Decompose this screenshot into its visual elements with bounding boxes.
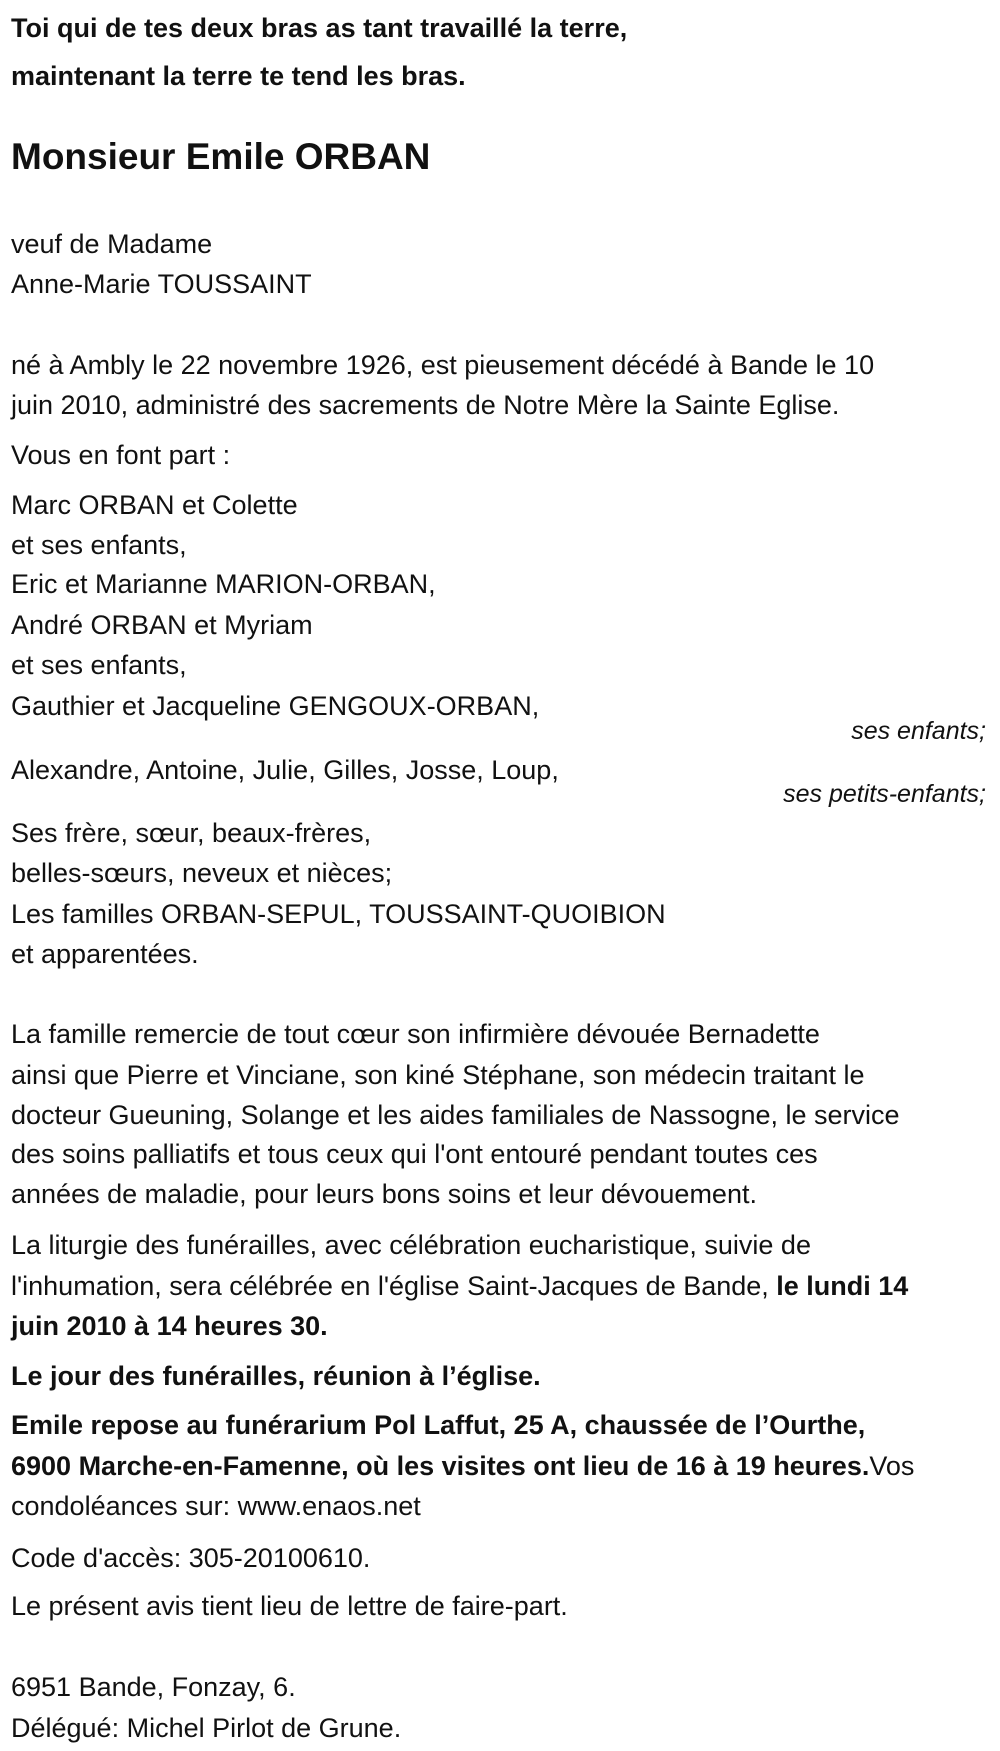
meeting: Le jour des funérailles, réunion à l’église.	[11, 1361, 541, 1391]
children-line: André ORBAN et Myriam	[11, 610, 313, 640]
delegate: Délégué: Michel Pirlot de Grune.	[11, 1713, 402, 1743]
thanks-line: La famille remercie de tout cœur son infirmière dévouée Bernadette	[11, 1019, 820, 1049]
epigraph-line: maintenant la terre te tend les bras.	[11, 61, 466, 91]
address: 6951 Bande, Fonzay, 6.	[11, 1672, 296, 1702]
liturgy-line	[11, 1269, 908, 1303]
children-line: Eric et Marianne MARION-ORBAN,	[11, 569, 436, 599]
thanks-line: docteur Gueuning, Solange et les aides familiales de Nassogne, le service	[11, 1100, 900, 1130]
access-code: Code d'accès: 305-20100610.	[11, 1543, 371, 1573]
announce: Vous en font part :	[11, 440, 231, 470]
children-line: Marc ORBAN et Colette	[11, 490, 298, 520]
notice: Le présent avis tient lieu de lettre de faire-part.	[11, 1591, 568, 1621]
rest-line	[11, 1449, 914, 1483]
relatives-line: Les familles ORBAN-SEPUL, TOUSSAINT-QUOIBION	[11, 899, 666, 929]
children-line: et ses enfants,	[11, 650, 187, 680]
children-label: ses enfants;	[851, 717, 986, 745]
epigraph-line: Toi qui de tes deux bras as tant travaillé la terre,	[11, 13, 628, 43]
liturgy-date-line: juin 2010 à 14 heures 30.	[11, 1311, 328, 1341]
widow-line: Anne-Marie TOUSSAINT	[11, 269, 312, 299]
thanks-line: ainsi que Pierre et Vinciane, son kiné Stéphane, son médecin traitant le	[11, 1060, 865, 1090]
relatives-line: et apparentées.	[11, 939, 199, 969]
thanks-line: années de maladie, pour leurs bons soins et leur dévouement.	[11, 1179, 757, 1209]
birth-death-line: juin 2010, administré des sacrements de Notre Mère la Sainte Eglise.	[11, 390, 840, 420]
condolences-line: condoléances sur: www.enaos.net	[11, 1491, 421, 1521]
relatives-line: belles-sœurs, neveux et nièces;	[11, 858, 393, 888]
children-line: et ses enfants,	[11, 530, 187, 560]
rest-text: Vos	[869, 1451, 915, 1481]
relatives-line: Ses frère, sœur, beaux-frères,	[11, 818, 372, 848]
grandchildren: Alexandre, Antoine, Julie, Gilles, Josse, Loup,	[11, 755, 559, 785]
rest-visits: 6900 Marche-en-Famenne, où les visites ont lieu de 16 à 19 heures.	[11, 1451, 870, 1481]
thanks-line: des soins palliatifs et tous ceux qui l'ont entouré pendant toutes ces	[11, 1139, 818, 1169]
page-title: Monsieur Emile ORBAN	[11, 136, 431, 177]
rest-line: Emile repose au funérarium Pol Laffut, 25 A, chaussée de l’Ourthe,	[11, 1410, 866, 1440]
liturgy-line: La liturgie des funérailles, avec célébration eucharistique, suivie de	[11, 1230, 811, 1260]
liturgy-date: le lundi 14	[776, 1271, 909, 1301]
children-line: Gauthier et Jacqueline GENGOUX-ORBAN,	[11, 691, 540, 721]
grandchildren-label: ses petits-enfants;	[783, 780, 986, 808]
widow-line: veuf de Madame	[11, 229, 213, 259]
liturgy-text: l'inhumation, sera célébrée en l'église Saint-Jacques de Bande,	[11, 1271, 777, 1301]
birth-death-line: né à Ambly le 22 novembre 1926, est pieusement décédé à Bande le 10	[11, 350, 875, 380]
